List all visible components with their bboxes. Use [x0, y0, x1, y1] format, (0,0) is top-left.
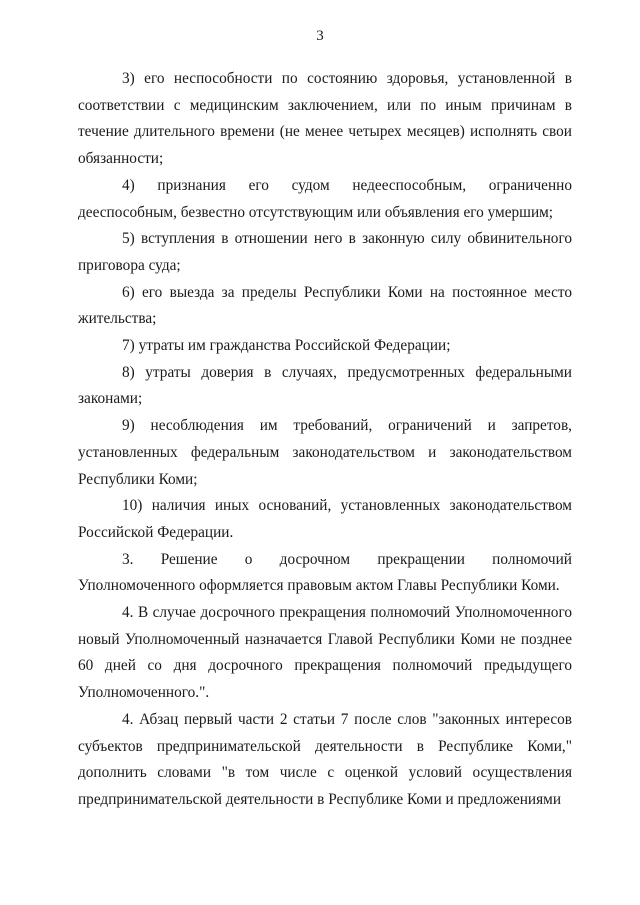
- paragraph-item-10: 10) наличия иных оснований, установленных законодательством Российской Федерации.: [78, 497, 572, 541]
- paragraph-section-4: 4. В случае досрочного прекращения полномочий Уполномоченного новый Уполномоченный назначается Главой Республики Коми не позднее 60 дней со дня досрочного прекращения полномочий предыдущего Уполномоченного.".: [78, 604, 572, 702]
- page-number: 3: [316, 28, 324, 44]
- paragraph-item-9: 9) несоблюдения им требований, ограничений и запретов, установленных федеральным законодательством и законодательством Республики Коми;: [78, 417, 572, 488]
- paragraph-amendment-4: 4. Абзац первый части 2 статьи 7 после слов "законных интересов субъектов предпринимательской деятельности в Республике Коми," дополнить словами "в том числе с оценкой условий осуществления предпринимательской деятельности в Республике Коми и предложениями: [78, 710, 572, 808]
- paragraph-item-3: 3) его неспособности по состоянию здоровья, установленной в соответствии с медицинским заключением, или по иным причинам в течение длительного времени (не менее четырех месяцев) исполнять свои обязанности;: [78, 70, 572, 168]
- paragraph-item-4: 4) признания его судом недееспособным, ограниченно дееспособным, безвестно отсутствующим или объявления его умершим;: [78, 176, 572, 221]
- paragraph-item-7: 7) утраты им гражданства Российской Федерации;: [122, 337, 451, 355]
- paragraph-item-5: 5) вступления в отношении него в законную силу обвинительного приговора суда;: [78, 230, 572, 274]
- document-body: [78, 66, 572, 814]
- paragraph-item-6: 6) его выезда за пределы Республики Коми на постоянное место жительства;: [78, 283, 572, 328]
- paragraph-item-8: 8) утраты доверия в случаях, предусмотренных федеральными законами;: [78, 363, 572, 408]
- paragraph-section-3: 3. Решение о досрочном прекращении полномочий Уполномоченного оформляется правовым актом Главы Республики Коми.: [78, 550, 572, 595]
